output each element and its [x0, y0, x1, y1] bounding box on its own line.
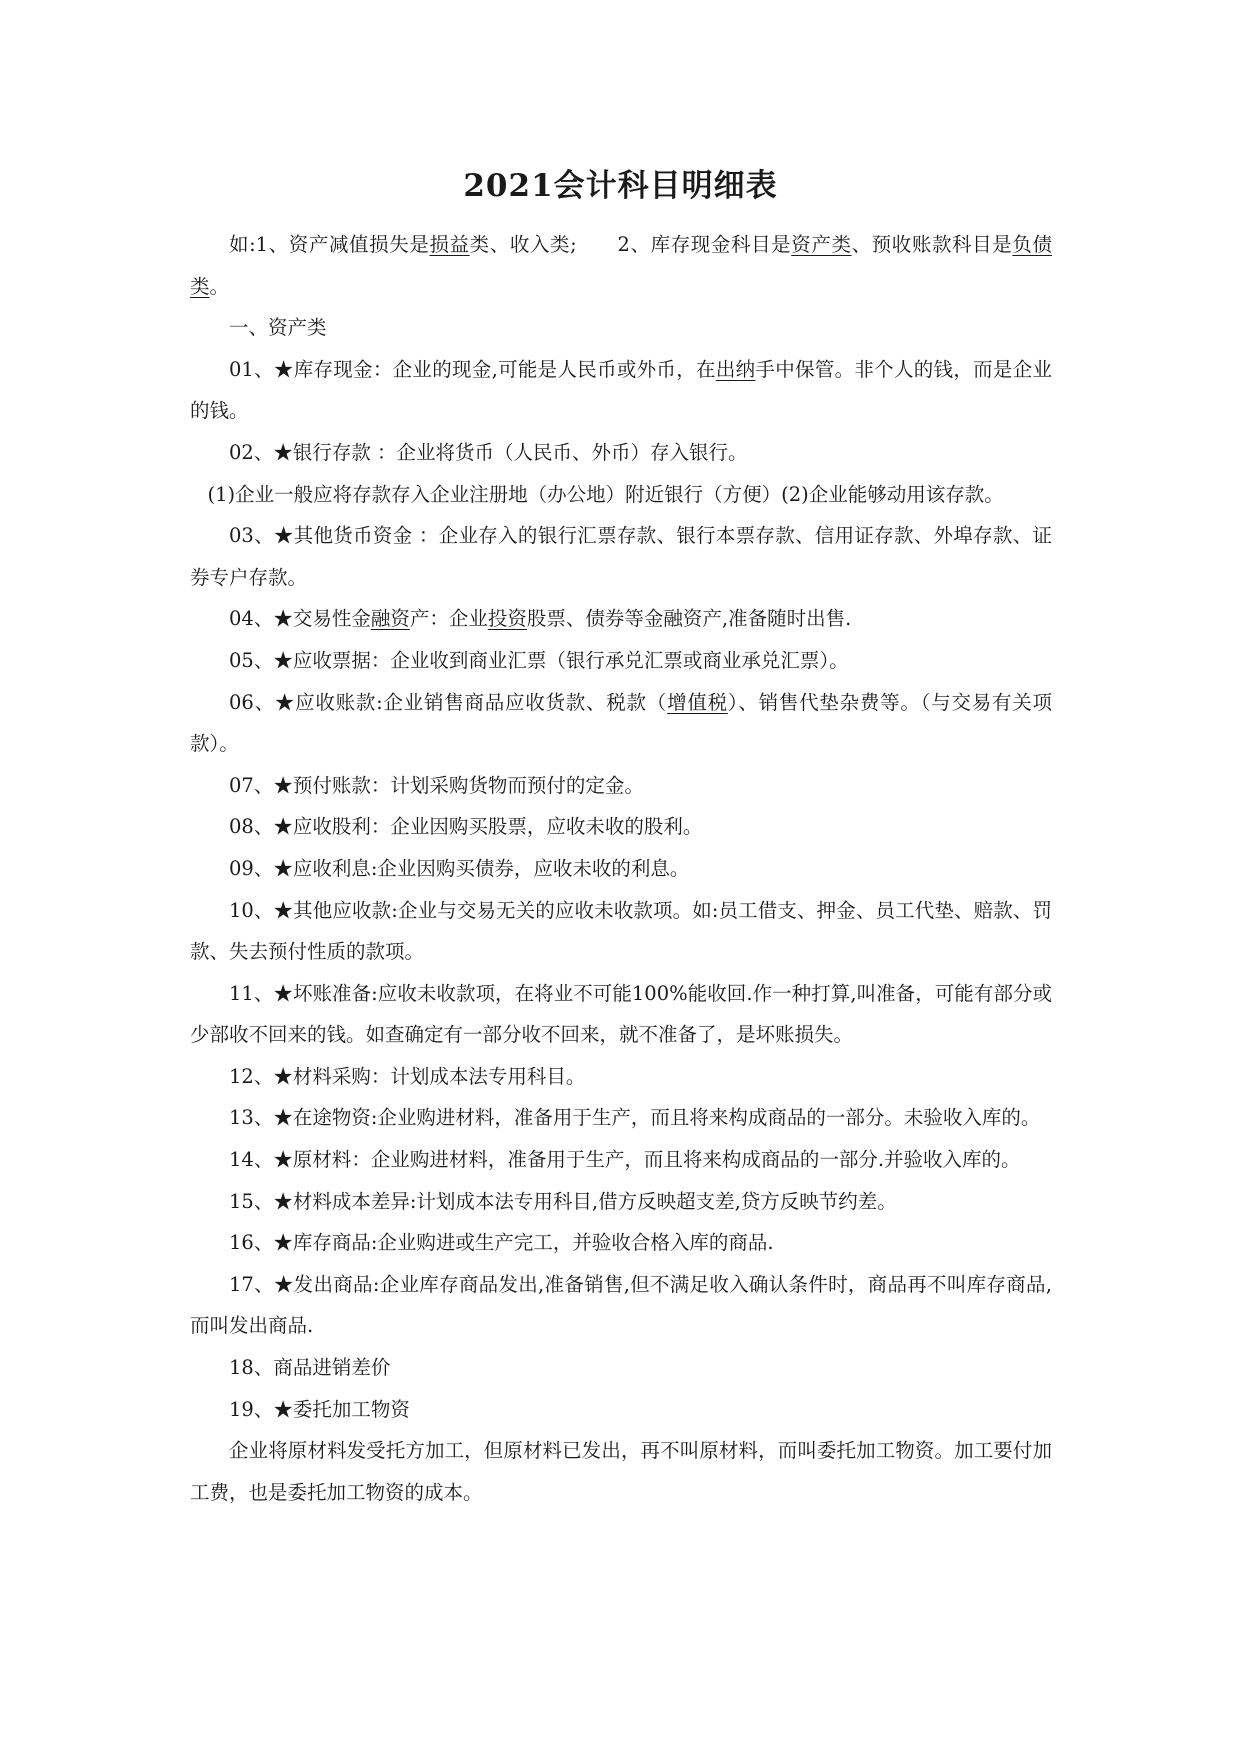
intro-paragraph: 如:1、资产减值损失是损益类、收入类; 2、库存现金科目是资产类、预收账款科目是负债类。: [190, 233, 1052, 298]
list-item-note: 企业将原材料发受托方加工，但原材料已发出，再不叫原材料，而叫委托加工物资。加工要付加工费，也是委托加工物资的成本。: [190, 1439, 1052, 1504]
underlined-term: 出纳: [715, 357, 756, 381]
document-title: 2021会计科目明细表: [463, 168, 778, 204]
list-item: 11、★坏账准备:应收未收款项，在将业不可能100%能收回.作一种打算,叫准备，可能有部分或少部收不回来的钱。如查确定有一部分收不回来，就不准备了，是坏账损失。: [190, 981, 1052, 1047]
list-item: 07、★预付账款：计划采购货物而预付的定金。: [229, 773, 644, 797]
list-item: 02、★银行存款 ：企业将货币（人民币、外币）存入银行。: [229, 440, 748, 464]
document-body: [190, 224, 1052, 1513]
section-heading: 一、资产类: [229, 316, 327, 340]
list-item: 12、★材料采购：计划成本法专用科目。: [229, 1064, 586, 1088]
list-item: 13、★在途物资:企业购进材料，准备用于生产，而且将来构成商品的一部分。未验收入库的。: [229, 1106, 1041, 1130]
list-item: 10、★其他应收款:企业与交易无关的应收未收款项。如:员工借支、押金、员工代垫、赔款、罚款、失去预付性质的款项。: [190, 898, 1052, 964]
list-item: 16、★库存商品:企业购进或生产完工，并验收合格入库的商品.: [229, 1231, 774, 1255]
list-item: 17、★发出商品:企业库存商品发出,准备销售,但不满足收入确认条件时，商品再不叫库存商品,而叫发出商品.: [190, 1272, 1052, 1338]
list-item: 04、★交易性金融资产：企业投资股票、债券等金融资产,准备随时出售.: [229, 607, 852, 631]
list-item: 19、★委托加工物资: [229, 1397, 410, 1421]
list-item: 05、★应收票据：企业收到商业汇票（银行承兑汇票或商业承兑汇票）。: [229, 648, 849, 672]
list-item: 15、★材料成本差异:计划成本法专用科目,借方反映超支差,贷方反映节约差。: [229, 1189, 897, 1213]
underlined-term: 增值税: [667, 690, 728, 714]
underlined-term: 融资: [370, 607, 410, 631]
list-item: 03、★其他货币资金 ：企业存入的银行汇票存款、银行本票存款、信用证存款、外埠存款、证券专户存款。: [190, 524, 1052, 589]
list-item: 08、★应收股利：企业因购买股票，应收未收的股利。: [229, 815, 703, 839]
list-item: 01、★库存现金：企业的现金,可能是人民币或外币，在出纳手中保管。非个人的钱，而是企业的钱。: [190, 357, 1052, 423]
underlined-term: 投资: [487, 607, 527, 631]
list-item: 09、★应收利息:企业因购买债券，应收未收的利息。: [229, 856, 690, 880]
underlined-term: 损益: [429, 233, 470, 256]
underlined-term: 负债类: [190, 233, 1052, 298]
list-item: 14、★原材料：企业购进材料，准备用于生产，而且将来构成商品的一部分.并验收入库的。: [229, 1148, 1021, 1172]
underlined-term: 资产类: [791, 233, 852, 256]
list-item: 18、商品进销差价: [229, 1356, 391, 1380]
list-item-note: (1)企业一般应将存款存入企业注册地（办公地）附近银行（方便）(2)企业能够动用该存款。: [207, 482, 1004, 506]
list-item: 06、★应收账款:企业销售商品应收货款、税款（增值税）、销售代垫杂费等。（与交易有关项款）。: [190, 690, 1052, 756]
